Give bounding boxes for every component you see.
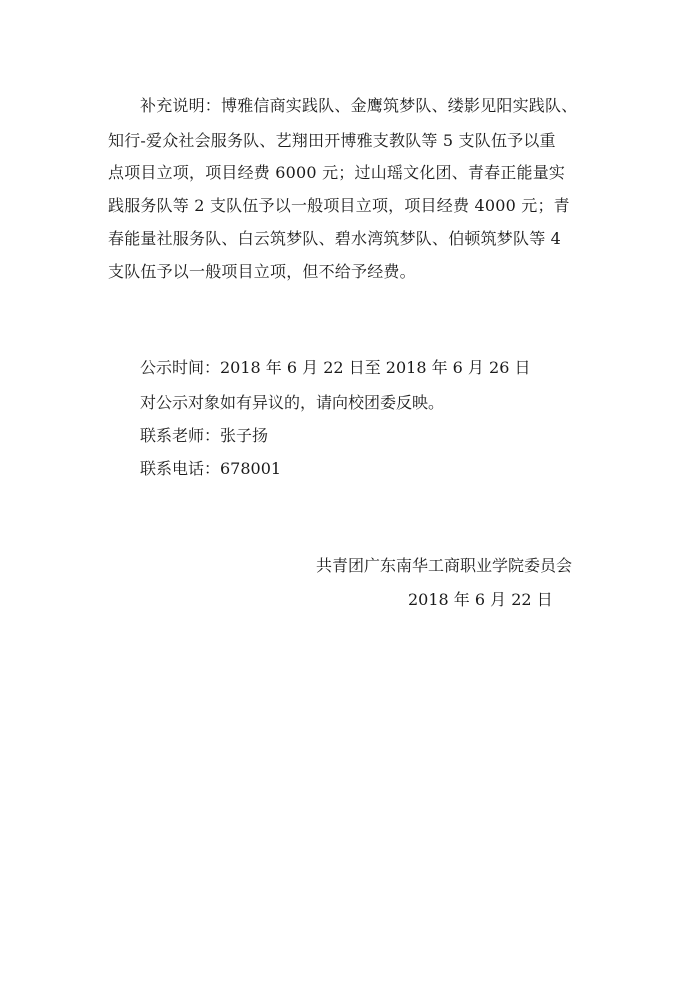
supplement-line-1: 补充说明：博雅信商实践队、金鹰筑梦队、缕影见阳实践队、 [140, 96, 578, 115]
supplement-line-5: 春能量社服务队、白云筑梦队、碧水湾筑梦队、伯顿筑梦队等 4 [108, 229, 562, 248]
signature-organization: 共青团广东南华工商职业学院委员会 [316, 556, 573, 575]
supplement-line-4: 践服务队等 2 支队伍予以一般项目立项，项目经费 4000 元；青 [108, 196, 570, 215]
notice-objection: 对公示对象如有异议的，请向校团委反映。 [140, 393, 445, 412]
contact-teacher: 联系老师：张子扬 [140, 426, 269, 445]
signature-date: 2018 年 6 月 22 日 [408, 590, 553, 609]
contact-phone: 联系电话：678001 [140, 459, 282, 478]
notice-period: 公示时间：2018 年 6 月 22 日至 2018 年 6 月 26 日 [140, 358, 531, 377]
supplement-line-6: 支队伍予以一般项目立项，但不给予经费。 [108, 262, 416, 281]
supplement-line-2: 知行-爱众社会服务队、艺翔田开博雅支教队等 5 支队伍予以重 [108, 131, 556, 150]
supplement-line-3: 点项目立项，项目经费 6000 元；过山瑶文化团、青春正能量实 [108, 163, 566, 182]
